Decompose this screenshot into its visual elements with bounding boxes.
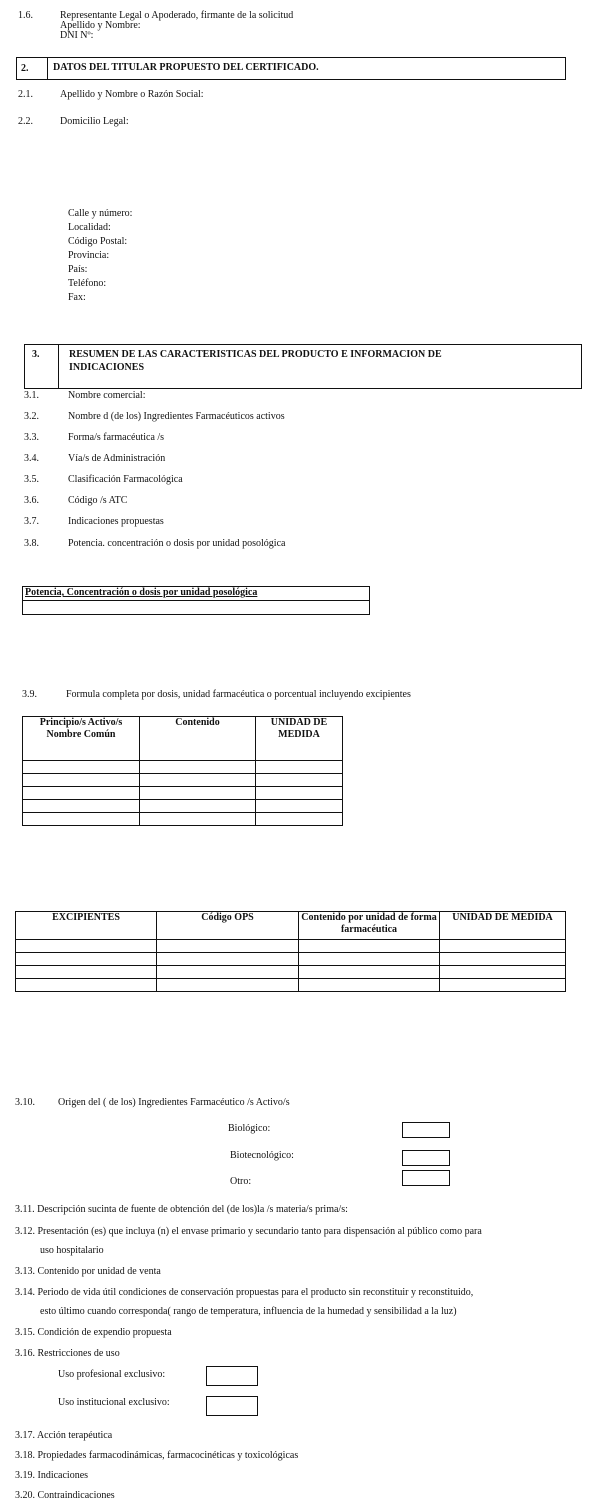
item-label: Indicaciones propuestas <box>68 516 164 527</box>
item-label: Potencia. concentración o dosis por unidad posológica <box>68 538 286 549</box>
item-label: 3.20. Contraindicaciones <box>15 1490 115 1501</box>
table-cell[interactable] <box>299 953 440 966</box>
section-number: 3.1. <box>24 390 39 401</box>
table-cell[interactable] <box>299 979 440 992</box>
table-cell[interactable] <box>23 813 140 826</box>
section-number: 3. <box>32 349 40 360</box>
table-cell[interactable] <box>299 966 440 979</box>
table-cell[interactable] <box>23 761 140 774</box>
origen-bio-checkbox[interactable] <box>402 1122 450 1138</box>
address-city-label: Localidad: <box>68 222 111 233</box>
signer-dni-label: DNI Nº: <box>60 30 94 41</box>
divider <box>47 58 48 79</box>
section-number: 2.1. <box>18 89 33 100</box>
item-label: Nombre d (de los) Ingredientes Farmacéuticos activos <box>68 411 285 422</box>
col-header: Código OPS <box>157 912 299 940</box>
table-cell[interactable] <box>140 787 256 800</box>
item-label: Origen del ( de los) Ingredientes Farmacéutico /s Activo/s <box>58 1097 290 1108</box>
table-cell[interactable] <box>157 940 299 953</box>
table-cell[interactable] <box>23 774 140 787</box>
section-title-cont: INDICACIONES <box>69 362 145 373</box>
origen-bio-label: Biológico: <box>228 1123 271 1134</box>
table-cell[interactable] <box>157 966 299 979</box>
origen-otro-checkbox[interactable] <box>402 1170 450 1186</box>
address-fax-label: Fax: <box>68 292 86 303</box>
item-label: 3.15. Condición de expendio propuesta <box>15 1327 172 1338</box>
col-header: Principio/s Activo/s Nombre Común <box>23 717 140 761</box>
table-row <box>23 774 343 787</box>
uso-institucional-checkbox[interactable] <box>206 1396 258 1416</box>
table-cell[interactable] <box>256 813 343 826</box>
table-row <box>23 800 343 813</box>
section-number: 1.6. <box>18 10 33 21</box>
section-number: 3.2. <box>24 411 39 422</box>
potencia-cell[interactable] <box>23 601 370 615</box>
item-label: Código /s ATC <box>68 495 128 506</box>
table-cell[interactable] <box>157 953 299 966</box>
item-label: 3.12. Presentación (es) que incluya (n) el envase primario y secundario tanto para dispensación al público como para <box>15 1226 482 1237</box>
address-country-label: País: <box>68 264 88 275</box>
table-cell[interactable] <box>23 787 140 800</box>
section-title: DATOS DEL TITULAR PROPUESTO DEL CERTIFICADO. <box>53 62 319 73</box>
section-number: 3.7. <box>24 516 39 527</box>
section-number: 3.9. <box>22 689 37 700</box>
item-label: 3.16. Restricciones de uso <box>15 1348 120 1359</box>
signer-block <box>60 9 293 42</box>
table-cell[interactable] <box>256 800 343 813</box>
address-fields <box>68 207 132 304</box>
item-label-cont: esto último cuando corresponda( rango de temperatura, influencia de la humedad y sensibilidad a la luz) <box>40 1306 457 1317</box>
item-label-cont: uso hospitalario <box>40 1245 104 1256</box>
section-number: 3.3. <box>24 432 39 443</box>
table-cell[interactable] <box>16 979 157 992</box>
origen-biotec-checkbox[interactable] <box>402 1150 450 1166</box>
table-cell[interactable] <box>140 800 256 813</box>
table-cell[interactable] <box>256 774 343 787</box>
table-row <box>23 813 343 826</box>
table-cell[interactable] <box>140 774 256 787</box>
col-header: UNIDAD DE MEDIDA <box>256 717 343 761</box>
item-label: 3.14. Periodo de vida útil condiciones de conservación propuestas para el producto sin reconstituir y reconstituido, <box>15 1287 474 1298</box>
section-2-header <box>16 57 566 80</box>
activos-table <box>22 716 343 826</box>
col-header: Contenido <box>140 717 256 761</box>
item-label: Formula completa por dosis, unidad farmacéutica o porcentual incluyendo excipientes <box>66 689 411 700</box>
section-number: 2. <box>21 63 29 74</box>
address-street-label: Calle y número: <box>68 208 133 219</box>
section-title: RESUMEN DE LAS CARACTERISTICAS DEL PRODUCTO E INFORMACION DE <box>69 349 442 360</box>
item-label: 3.19. Indicaciones <box>15 1470 89 1481</box>
table-cell[interactable] <box>256 787 343 800</box>
table-row <box>16 940 566 953</box>
section-3-header <box>24 344 582 389</box>
item-label: 3.11. Descripción sucinta de fuente de obtención del (de los)la /s materia/s prima/s: <box>15 1204 348 1215</box>
col-header: EXCIPIENTES <box>16 912 157 940</box>
domicilio-label: Domicilio Legal: <box>60 116 129 127</box>
uso-profesional-label: Uso profesional exclusivo: <box>58 1369 166 1380</box>
uso-profesional-checkbox[interactable] <box>206 1366 258 1386</box>
item-label: Nombre comercial: <box>68 390 146 401</box>
table-cell[interactable] <box>23 800 140 813</box>
address-phone-label: Teléfono: <box>68 278 107 289</box>
item-label: 3.18. Propiedades farmacodinámicas, farmacocinéticas y toxicológicas <box>15 1450 299 1461</box>
address-province-label: Provincia: <box>68 250 110 261</box>
table-row <box>23 787 343 800</box>
col-header: UNIDAD DE MEDIDA <box>440 912 566 940</box>
table-cell[interactable] <box>16 966 157 979</box>
item-label: Forma/s farmacéutica /s <box>68 432 165 443</box>
divider <box>58 345 59 388</box>
table-row <box>16 979 566 992</box>
address-postal-label: Código Postal: <box>68 236 128 247</box>
excipientes-table <box>15 911 566 992</box>
potencia-header: Potencia, Concentración o dosis por unidad posológica <box>23 587 370 601</box>
section-number: 3.10. <box>15 1097 35 1108</box>
table-cell[interactable] <box>440 940 566 953</box>
table-cell[interactable] <box>440 953 566 966</box>
signer-name-label: Apellido y Nombre: <box>60 20 141 31</box>
table-cell[interactable] <box>140 813 256 826</box>
section-number: 3.8. <box>24 538 39 549</box>
origen-biotec-label: Biotecnológico: <box>230 1150 294 1161</box>
item-label: 3.17. Acción terapéutica <box>15 1430 113 1441</box>
table-cell[interactable] <box>16 940 157 953</box>
signer-label: Representante Legal o Apoderado, firmante de la solicitud <box>60 10 294 21</box>
table-row <box>16 966 566 979</box>
table-cell[interactable] <box>16 953 157 966</box>
table-cell[interactable] <box>256 761 343 774</box>
col-header: Contenido por unidad de forma farmacéutica <box>299 912 440 940</box>
section-number: 2.2. <box>18 116 33 127</box>
section-number: 3.4. <box>24 453 39 464</box>
table-cell[interactable] <box>157 979 299 992</box>
item-label: 3.13. Contenido por unidad de venta <box>15 1266 161 1277</box>
section-number: 3.6. <box>24 495 39 506</box>
table-cell[interactable] <box>140 761 256 774</box>
uso-institucional-label: Uso institucional exclusivo: <box>58 1397 170 1408</box>
item-label: Clasificación Farmacológica <box>68 474 183 485</box>
section-number: 3.5. <box>24 474 39 485</box>
table-cell[interactable] <box>440 966 566 979</box>
origen-otro-label: Otro: <box>230 1176 252 1187</box>
table-row <box>23 761 343 774</box>
item-label: Vía/s de Administración <box>68 453 166 464</box>
titular-name-label: Apellido y Nombre o Razón Social: <box>60 89 204 100</box>
potencia-table <box>22 586 370 615</box>
table-cell[interactable] <box>299 940 440 953</box>
table-cell[interactable] <box>440 979 566 992</box>
table-row <box>16 953 566 966</box>
